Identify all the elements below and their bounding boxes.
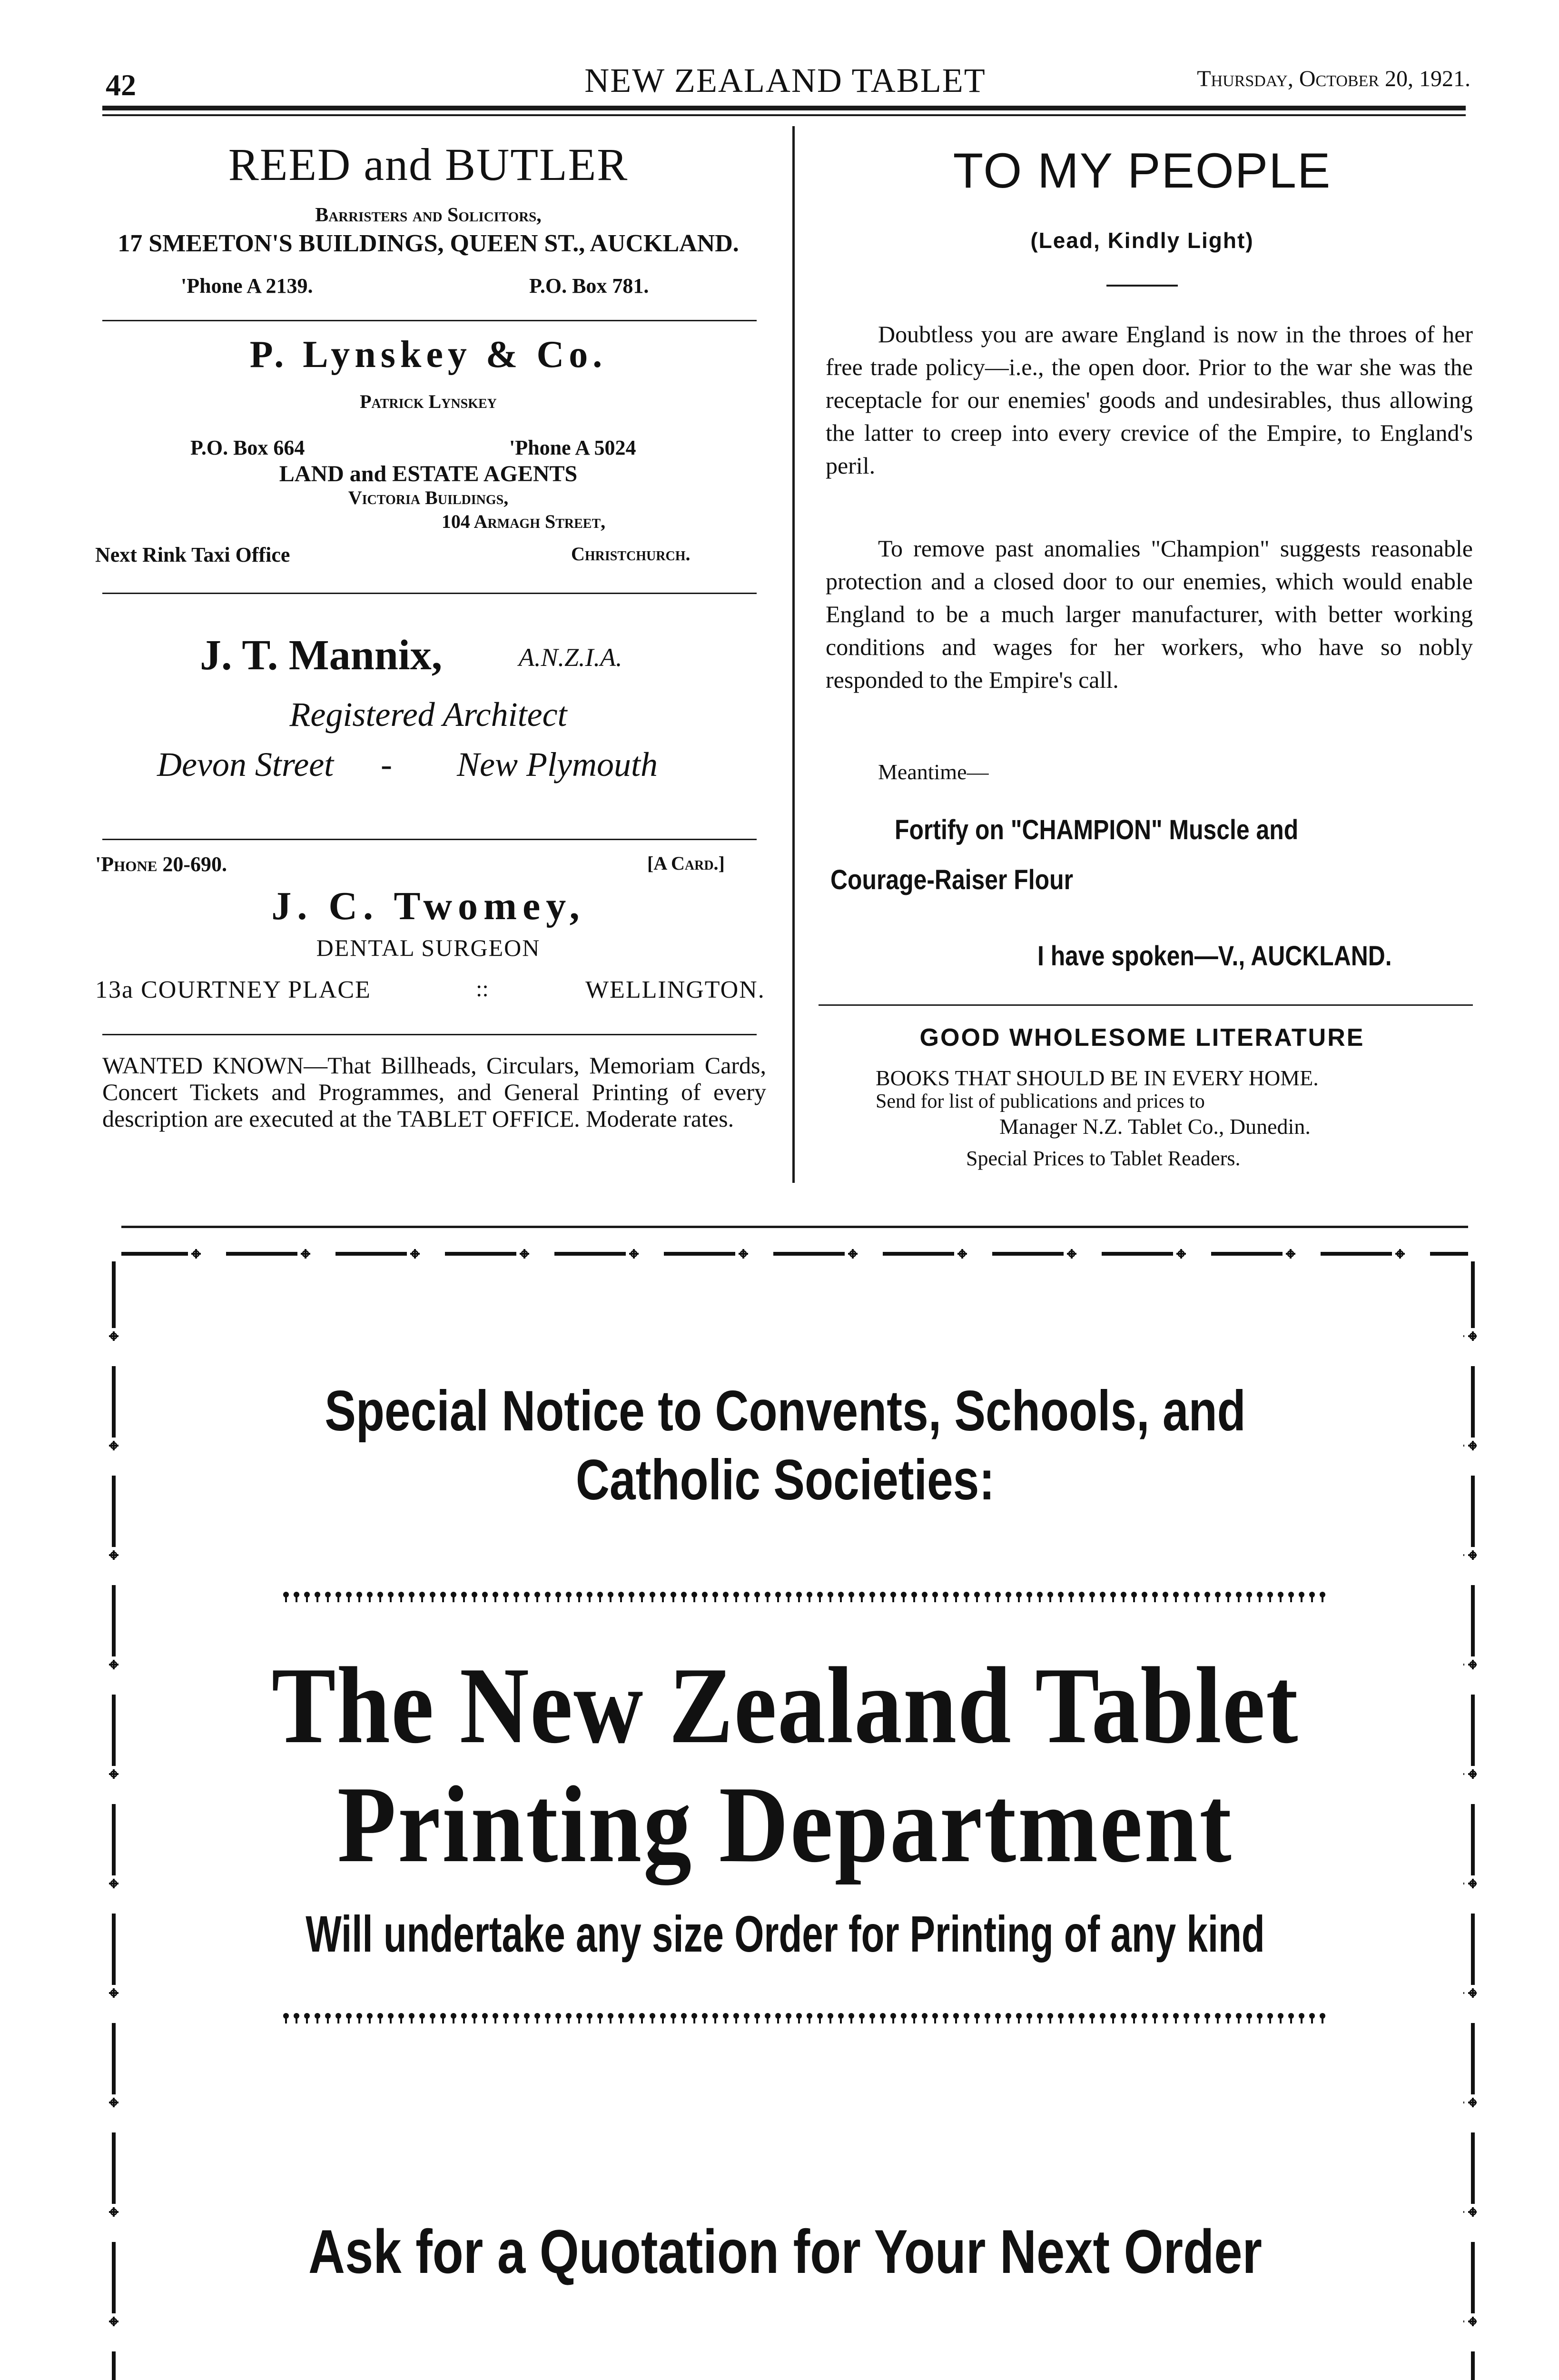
literature-special: Special Prices to Tablet Readers. <box>966 1147 1241 1170</box>
paragraph: To remove past anomalies "Champion" suggests reasonable protection and a closed door to our enemies, which would enable England to be a much larger manufacturer, with better working conditions and wages for her workers, who have so nobly responded to the Empire's call. <box>826 535 1473 693</box>
ad-undertake-line: Will undertake any size Order for Printing of any kind <box>306 1905 1265 1963</box>
literature-send: Send for list of publications and prices to <box>876 1091 1205 1112</box>
mannix-name: J. T. Mannix, <box>200 632 443 679</box>
twomey-separator: :: <box>476 976 489 1002</box>
mannix-city: New Plymouth <box>457 745 658 783</box>
reed-butler-phone: 'Phone A 2139. <box>181 274 313 298</box>
card-divider <box>819 1004 1473 1006</box>
section-rule <box>121 1226 1468 1228</box>
twomey-card-label: [A Card.] <box>647 853 725 874</box>
lynskey-title: P. Lynskey & Co. <box>249 334 607 376</box>
reed-butler-po-box: P.O. Box 781. <box>529 274 649 298</box>
lynskey-agents: LAND and ESTATE AGENTS <box>279 461 578 486</box>
mannix-qualifications: A.N.Z.I.A. <box>519 643 622 672</box>
wanted-known-notice: WANTED KNOWN—That Billheads, Circulars, Memoriam Cards, Concert Tickets and Programmes, and General Printing of every description are executed at the TABLET OFFICE. Moderate rates. <box>102 1052 766 1132</box>
lynskey-po-box: P.O. Box 664 <box>190 436 305 459</box>
lynskey-rink: Next Rink Taxi Office <box>95 543 290 566</box>
mannix-role: Registered Architect <box>289 695 567 734</box>
header-rule-thick <box>102 106 1466 110</box>
reed-butler-address: 17 SMEETON'S BUILDINGS, QUEEN ST., AUCKLAND. <box>118 230 739 257</box>
twomey-street: 13a COURTNEY PLACE <box>95 976 371 1003</box>
twomey-name: J. C. Twomey, <box>271 884 585 928</box>
decorative-dotted-rule <box>281 1590 1328 1604</box>
literature-books: BOOKS THAT SHOULD BE IN EVERY HOME. <box>876 1066 1319 1090</box>
lynskey-street: 104 Armagh Street, <box>441 511 606 532</box>
paragraph: Doubtless you are aware England is now in the throes of her free trade policy—i.e., the open door. Prior to the war she was the receptacle for our enemies' goods and undesirables, thus allowing the latter to creep into every crevice of the Empire, to England's peril. <box>826 321 1473 479</box>
border-top <box>121 1247 1468 1260</box>
card-divider <box>102 320 757 321</box>
card-divider <box>102 1034 757 1035</box>
courage-slogan: Courage-Raiser Flour <box>830 864 1073 895</box>
card-divider <box>102 593 757 594</box>
special-notice-line2: Catholic Societies: <box>575 1448 995 1512</box>
lynskey-building: Victoria Buildings, <box>348 487 509 508</box>
twomey-city: WELLINGTON. <box>585 976 765 1003</box>
twomey-role: DENTAL SURGEON <box>316 934 541 961</box>
page-number: 42 <box>106 68 136 102</box>
column-divider <box>792 126 795 1183</box>
to-my-people-subtitle: (Lead, Kindly Light) <box>1030 228 1254 253</box>
mannix-dash: - <box>381 745 392 783</box>
reed-butler-title: REED and BUTLER <box>228 139 629 190</box>
lynskey-city: Christchurch. <box>571 543 691 565</box>
mannix-street: Devon Street <box>157 745 334 783</box>
reed-butler-profession: Barristers and Solicitors, <box>315 204 542 226</box>
twomey-phone: 'Phone 20-690. <box>95 853 227 876</box>
lynskey-phone: 'Phone A 5024 <box>509 436 636 459</box>
ask-quotation-line: Ask for a Quotation for Your Next Order <box>308 2217 1262 2286</box>
publication-date: Thursday, October 20, 1921. <box>1197 66 1470 91</box>
border-right <box>1463 1261 1477 2380</box>
literature-manager: Manager N.Z. Tablet Co., Dunedin. <box>999 1114 1311 1139</box>
fortify-slogan: Fortify on "CHAMPION" Muscle and <box>895 814 1299 845</box>
ad-title-line1: The New Zealand Tablet <box>271 1645 1299 1766</box>
literature-title: GOOD WHOLESOME LITERATURE <box>919 1024 1365 1051</box>
ad-title-line2: Printing Department <box>337 1764 1233 1885</box>
header-rule-thin <box>102 114 1466 116</box>
meantime-text: Meantime— <box>878 760 989 784</box>
lynskey-person: Patrick Lynskey <box>360 391 497 412</box>
to-my-people-title: TO MY PEOPLE <box>953 143 1332 198</box>
masthead: NEW ZEALAND TABLET <box>584 61 986 99</box>
short-divider <box>1106 285 1178 287</box>
card-divider <box>102 839 757 840</box>
border-left <box>107 1261 120 2380</box>
special-notice-line1: Special Notice to Convents, Schools, and <box>325 1379 1246 1443</box>
signature-line: I have spoken—V., AUCKLAND. <box>1037 941 1392 972</box>
decorative-dotted-rule <box>281 2011 1328 2025</box>
